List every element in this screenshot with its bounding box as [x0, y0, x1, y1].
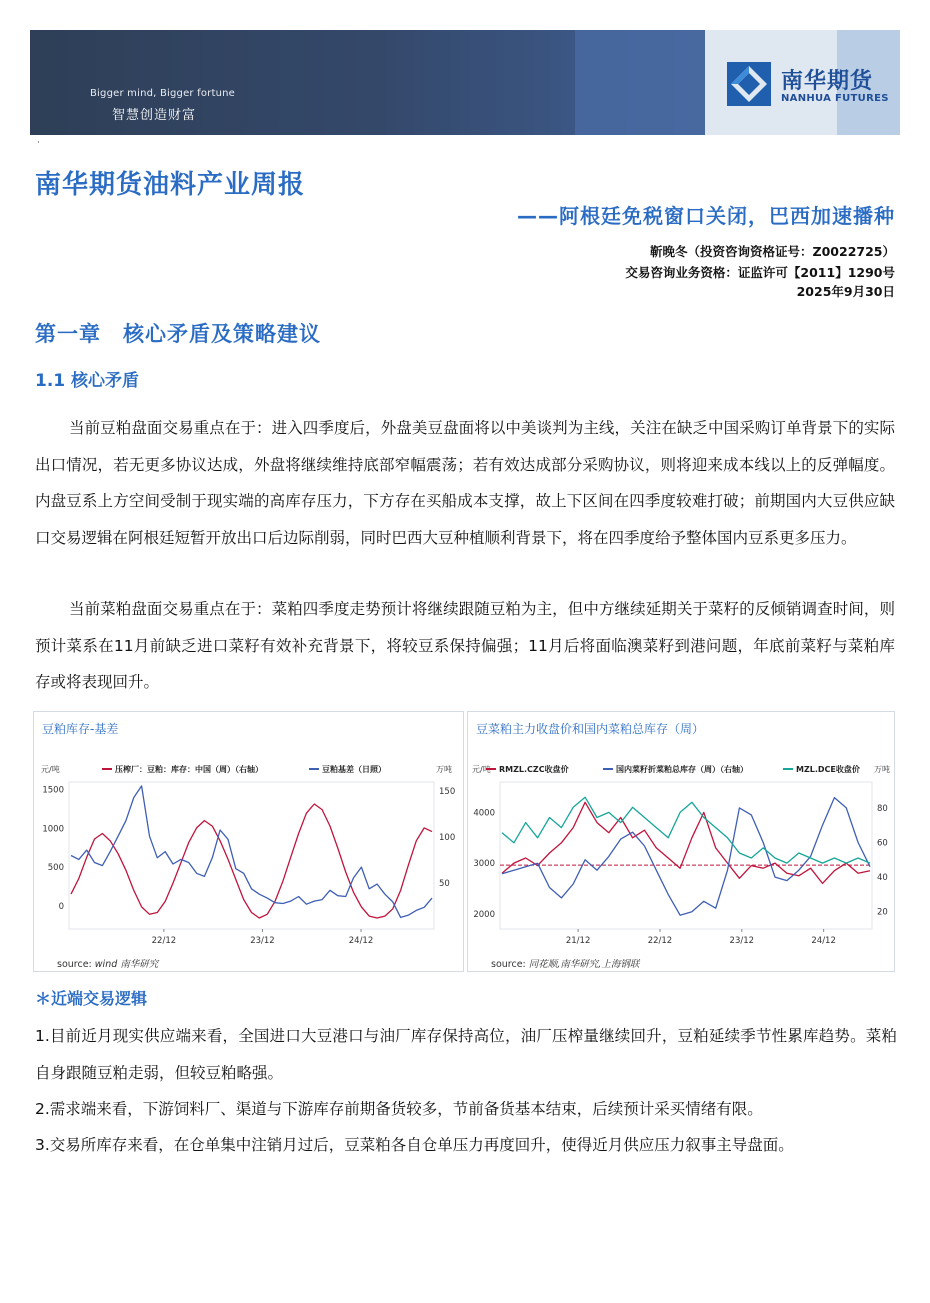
- x-tick-label: 24/12: [811, 936, 836, 946]
- chart-rapemeal-price-inventory: [467, 711, 895, 972]
- logo-name-cn: 南华期货: [781, 69, 874, 94]
- logo-name-en: NANHUA FUTURES: [781, 93, 889, 104]
- right-tick-label: 60: [877, 838, 888, 849]
- legend-label: MZL.DCE收盘价: [796, 765, 860, 774]
- x-tick-label: 21/12: [565, 936, 591, 946]
- right-unit-label: 万吨: [874, 765, 890, 774]
- left-tick-label: 500: [47, 863, 64, 874]
- logic-item: 1.目前近月现实供应端来看，全国进口大豆港口与油厂库存保持高位，油厂压榨量继续回升，豆粕延续季节性累库趋势。菜粕自身跟随豆粕走弱，但较豆粕略强。: [35, 1027, 897, 1082]
- paragraph-rapemeal: 当前菜粕盘面交易重点在于：菜粕四季度走势预计将继续跟随豆粕为主，但中方继续延期关于菜籽的反倾销调查时间，则预计菜系在11月前缺乏进口菜籽有效补充背景下，将较豆系保持偏强；11月后将面临澳菜籽到港问题，年底前菜籽与菜粕库存或将表现回升。: [35, 600, 895, 691]
- report-date: 2025年9月30日: [796, 284, 895, 299]
- right-tick-label: 40: [877, 873, 888, 884]
- left-tick-label: 3000: [473, 859, 495, 870]
- section-title: 1.1 核心矛盾: [35, 371, 140, 391]
- left-tick-label: 0: [58, 901, 64, 912]
- x-tick-label: 22/12: [647, 936, 673, 946]
- chart-title: 豆粕库存-基差: [42, 722, 119, 736]
- legend-label: 豆粕基差（日照）: [322, 765, 386, 774]
- chart-svg: [468, 712, 896, 952]
- company-logo: [727, 60, 897, 108]
- x-tick-label: 22/12: [151, 936, 177, 946]
- right-tick-label: 50: [439, 879, 450, 890]
- header-banner: [30, 30, 900, 135]
- chapter-title: 第一章 核心矛盾及策略建议: [35, 322, 321, 346]
- chart-source: source: wind 南华研究: [57, 959, 159, 970]
- slogan-cn: 智慧创造财富: [112, 108, 197, 123]
- chart-source: source: 同花顺,南华研究,上海钢联: [491, 959, 640, 970]
- logo-mark-icon: [727, 62, 771, 106]
- chart-soymeal-inventory-basis: [33, 711, 464, 972]
- author-line: 靳晚冬（投资咨询资格证号：Z0022725）: [650, 244, 895, 259]
- legend-label: 国内菜籽折菜粕总库存（周）（右轴）: [616, 765, 748, 774]
- legend-label: 压榨厂：豆粕：库存：中国（周）（右轴）: [115, 765, 263, 774]
- logic-item: 2.需求端来看，下游饲料厂、渠道与下游库存前期备货较多，节前备货基本结束，后续预计采买情绪有限。: [35, 1100, 763, 1118]
- paragraph-soymeal: 当前豆粕盘面交易重点在于：进入四季度后，外盘美豆盘面将以中美谈判为主线，关注在缺乏中国采购订单背景下的实际出口情况，若无更多协议达成，外盘将继续维持底部窄幅震荡；若有效达成部分采购协议，则将迎来成本线以上的反弹幅度。内盘豆系上方空间受制于现实端的高库存压力，下方存在买船成本支撑，故上下区间在四季度较难打破；前期国内大豆供应缺口交易逻辑在阿根廷短暂开放出口后边际削弱，同时巴西大豆种植顺利背景下，将在四季度给予整体国内豆系更多压力。: [35, 419, 895, 547]
- banner-panel: [575, 30, 705, 135]
- left-tick-label: 1500: [42, 785, 64, 796]
- report-subtitle: ——阿根廷免税窗口关闭，巴西加速播种: [517, 204, 895, 228]
- legend-label: RMZL.CZC收盘价: [499, 765, 569, 774]
- left-tick-label: 1000: [42, 824, 64, 835]
- chart-svg: [34, 712, 465, 952]
- slogan-en: Bigger mind, Bigger fortune: [90, 88, 236, 99]
- left-tick-label: 2000: [473, 909, 495, 920]
- plot-area: [500, 782, 872, 929]
- license-line: 交易咨询业务资格：证监许可【2011】1290号: [625, 265, 895, 280]
- chart-title: 豆菜粕主力收盘价和国内菜粕总库存（周）: [476, 722, 705, 736]
- left-tick-label: 4000: [473, 808, 495, 819]
- plot-area: [69, 782, 434, 929]
- logic-item: 3.交易所库存来看，在仓单集中注销月过后，豆菜粕各自仓单压力再度回升，使得近月供应压力叙事主导盘面。: [35, 1136, 794, 1154]
- page-dot: ·: [37, 138, 40, 148]
- right-tick-label: 100: [439, 833, 456, 844]
- logic-title: ＊近端交易逻辑: [35, 989, 148, 1008]
- right-tick-label: 80: [877, 803, 888, 814]
- left-unit-label: 元/吨: [41, 765, 60, 774]
- x-tick-label: 24/12: [348, 936, 374, 946]
- right-tick-label: 20: [877, 907, 888, 918]
- right-tick-label: 150: [439, 787, 456, 798]
- x-tick-label: 23/12: [729, 936, 755, 946]
- left-unit-label: 元/吨: [472, 765, 491, 774]
- report-title: 南华期货油料产业周报: [35, 170, 306, 200]
- right-unit-label: 万吨: [436, 765, 452, 774]
- x-tick-label: 23/12: [250, 936, 275, 946]
